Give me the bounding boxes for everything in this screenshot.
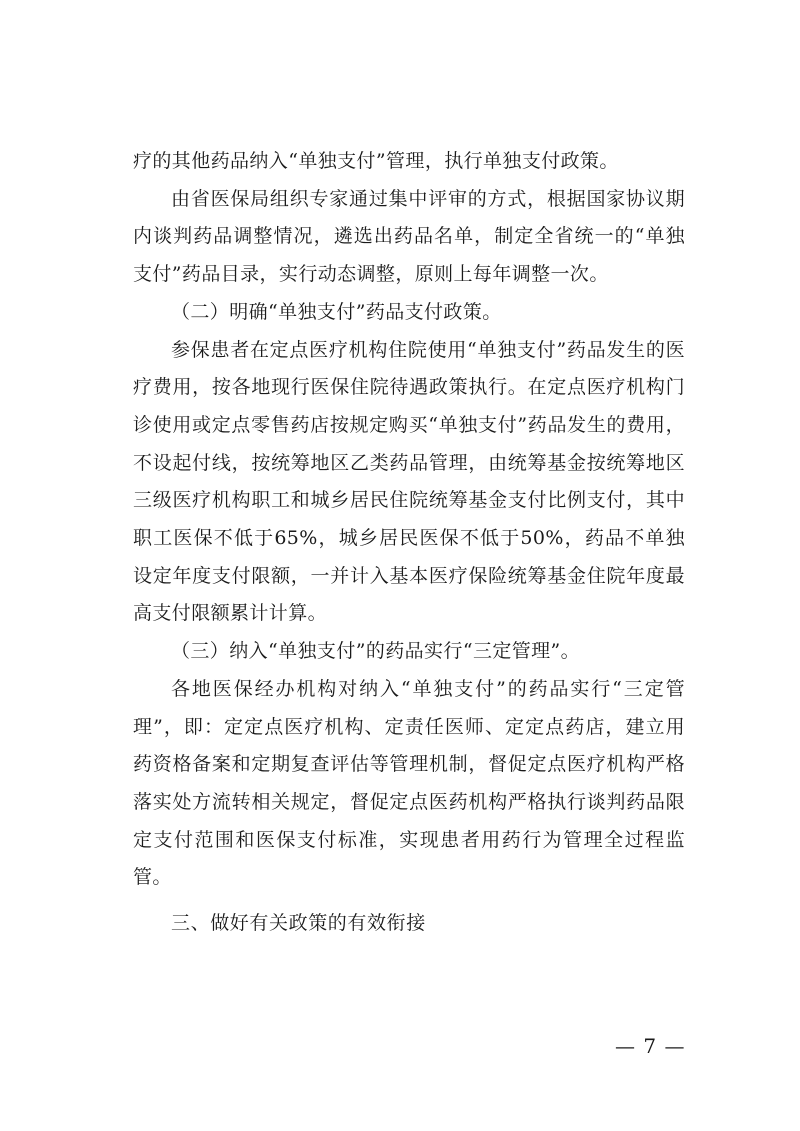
subheading-three-fixed-management: （三）纳入“单独支付”的药品实行“三定管理”。 bbox=[171, 640, 581, 663]
paragraph-selection-process: 由省医保局组织专家通过集中评审的方式，根据国家协议期内谈判药品调整情况，遴选出药品名单，制定全省统一的“单独支付”药品目录，实行动态调整，原则上每年调整一次。 bbox=[133, 187, 685, 286]
page-number: — 7 — bbox=[615, 1034, 686, 1058]
section-heading-policy-connection: 三、做好有关政策的有效衔接 bbox=[171, 912, 426, 935]
subheading-payment-policy: （二）明确“单独支付”药品支付政策。 bbox=[171, 300, 502, 323]
paragraph-payment-policy: 参保患者在定点医疗机构住院使用“单独支付”药品发生的医疗费用，按各地现行医保住院待遇政策执行。在定点医疗机构门诊使用或定点零售药店按规定购买“单独支付”药品发生的费用，不设起付线，按统筹地区乙类药品管理，由统筹基金按统筹地区三级医疗机构职工和城乡居民住院统筹基金支付比例支付，其中职工医保不低于65%，城乡居民医保不低于50%，药品不单独设定年度支付限额，一并计入基本医疗保险统筹基金住院年度最高支付限额累计计算。 bbox=[133, 338, 685, 625]
document-body bbox=[133, 143, 685, 943]
paragraph-three-fixed-management: 各地医保经办机构对纳入“单独支付”的药品实行“三定管理”，即：定定点医疗机构、定责任医师、定定点药店，建立用药资格备案和定期复查评估等管理机制，督促定点医疗机构严格落实处方流转相关规定，督促定点医药机构严格执行谈判药品限定支付范围和医保支付标准，实现患者用药行为管理全过程监管。 bbox=[133, 677, 685, 889]
continued-paragraph: 疗的其他药品纳入“单独支付”管理，执行单独支付政策。 bbox=[133, 150, 619, 172]
